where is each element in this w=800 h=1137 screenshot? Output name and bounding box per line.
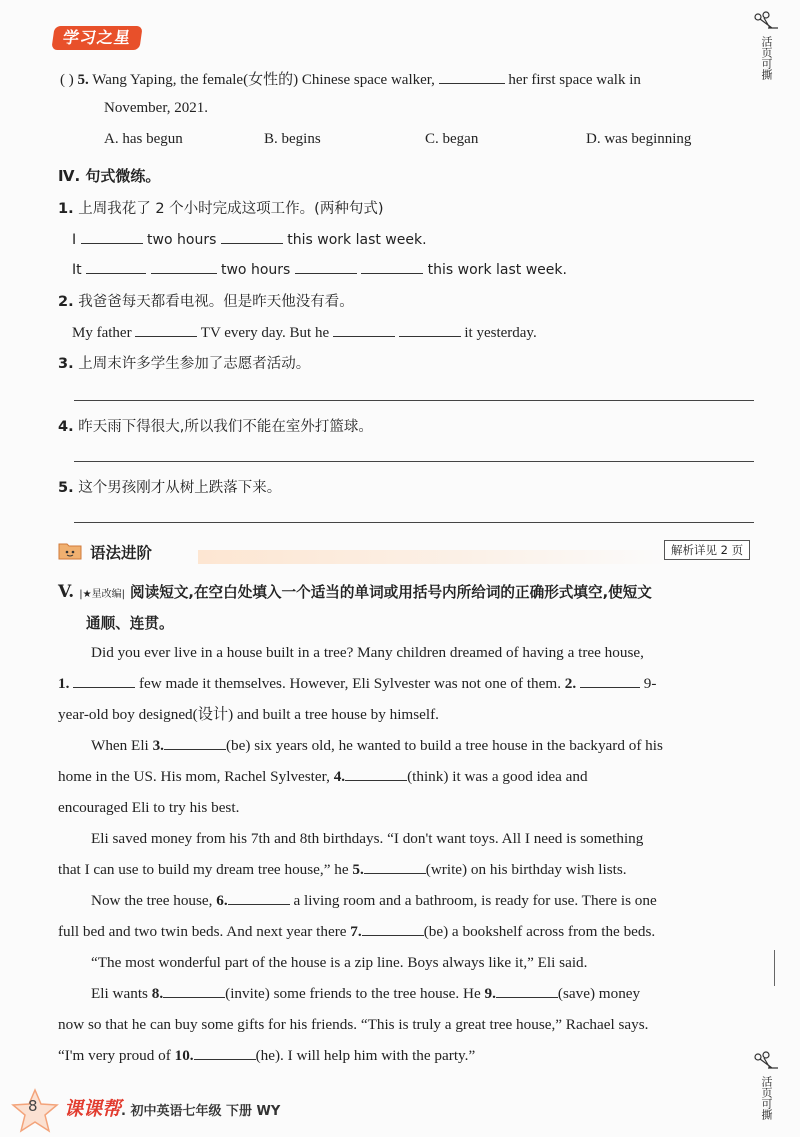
answer-blank[interactable] <box>135 322 197 337</box>
gap-6[interactable] <box>228 890 290 905</box>
s4-item-1-en2: It two hours this work last week. <box>72 259 567 278</box>
answer-blank[interactable] <box>81 229 143 244</box>
passage-line: home in the US. His mom, Rachel Sylvester, 4. (think) it was a good idea and <box>58 768 588 785</box>
passage-line: Now the tree house, 6. a living room and a bathroom, is ready for use. There is one <box>91 892 657 909</box>
question-5: ( ) 5. Wang Yaping, the female(女性的) Chinese space walker, her first space walk in <box>60 68 641 89</box>
scissors-icon <box>752 1050 780 1072</box>
s4-item-3: 3. 上周末许多学生参加了志愿者活动。 <box>58 356 311 372</box>
gap-1[interactable] <box>73 673 135 688</box>
s4-item-1-en1: I two hours this work last week. <box>72 229 427 248</box>
page-number: 8 <box>28 1097 38 1115</box>
q5-option-c[interactable]: C. began <box>425 131 479 147</box>
header-band <box>198 550 668 564</box>
tear-tab-text: 活页可撕 <box>760 1076 773 1120</box>
passage-line: When Eli 3. (be) six years old, he wanted to build a tree house in the backyard of his <box>91 737 663 754</box>
passage-line: Eli saved money from his 7th and 8th birthdays. “I don't want toys. All I need is something <box>91 830 644 847</box>
passage <box>58 637 756 1071</box>
logo <box>51 26 142 50</box>
gap-10[interactable] <box>194 1045 256 1060</box>
answer-blank[interactable] <box>361 259 423 274</box>
tear-tab-bottom <box>752 1050 782 1120</box>
gap-7[interactable] <box>362 921 424 936</box>
passage-line: 1. few made it themselves. However, Eli Sylvester was not one of them. 2. 9- <box>58 675 657 692</box>
q5-option-b[interactable]: B. begins <box>264 131 321 147</box>
footer-brand: 课课帮. 初中英语七年级 下册 WY <box>64 1098 281 1120</box>
passage-line: now so that he can buy some gifts for his friends. “This is truly a great tree house,” Rachael says. <box>58 1016 649 1033</box>
gap-2[interactable] <box>580 673 640 688</box>
gap-3[interactable] <box>164 735 226 750</box>
tear-tab-top <box>752 10 782 80</box>
passage-line: “The most wonderful part of the house is a zip line. Boys always like it,” Eli said. <box>91 954 588 971</box>
gap-8[interactable] <box>163 983 225 998</box>
tear-marks <box>774 950 777 986</box>
answer-blank[interactable] <box>333 322 395 337</box>
section-5-instruction: V. |★星改编| 阅读短文,在空白处填入一个适当的单词或用括号内所给词的正确形式填空,使短文 <box>58 582 652 602</box>
tear-tab-text: 活页可撕 <box>760 36 773 80</box>
answer-line[interactable] <box>74 400 754 401</box>
answer-bracket[interactable]: ( ) <box>60 72 74 88</box>
answer-blank[interactable] <box>86 259 146 274</box>
passage-line: Did you ever live in a house built in a tree? Many children dreamed of having a tree house, <box>91 644 644 661</box>
answer-blank[interactable] <box>295 259 357 274</box>
folder-icon <box>58 540 82 560</box>
section-4-title: Ⅳ. 句式微练。 <box>58 167 161 185</box>
question-5-line2: November, 2021. <box>104 100 208 116</box>
answer-line[interactable] <box>74 461 754 462</box>
answer-blank[interactable] <box>151 259 217 274</box>
section-5-instruction-2: 通顺、连贯。 <box>86 615 174 632</box>
s4-item-2-en: My father TV every day. But he it yesterday. <box>72 322 537 342</box>
passage-line: that I can use to build my dream tree house,” he 5. (write) on his birthday wish lists. <box>58 861 627 878</box>
section-header-title: 语法进阶 <box>90 544 153 562</box>
s4-item-1: 1. 上周我花了 2 个小时完成这项工作。(两种句式) <box>58 201 384 217</box>
answer-blank[interactable] <box>439 69 505 84</box>
passage-line: year-old boy designed(设计) and built a tree house by himself. <box>58 706 439 723</box>
s4-item-5: 5. 这个男孩刚才从树上跌落下来。 <box>58 480 282 496</box>
gap-4[interactable] <box>345 766 407 781</box>
gap-9[interactable] <box>496 983 558 998</box>
passage-line: Eli wants 8. (invite) some friends to the tree house. He 9. (save) money <box>91 985 641 1002</box>
logo-text: 学习之星 <box>61 28 133 47</box>
passage-line: full bed and two twin beds. And next year there 7. (be) a bookshelf across from the beds. <box>58 923 656 940</box>
grammar-header <box>58 538 758 564</box>
answer-blank[interactable] <box>221 229 283 244</box>
answer-reference-badge: 解析详见 2 页 <box>664 540 750 560</box>
s4-item-4: 4. 昨天雨下得很大,所以我们不能在室外打篮球。 <box>58 419 373 435</box>
answer-blank[interactable] <box>399 322 461 337</box>
answer-line[interactable] <box>74 522 754 523</box>
q5-option-d[interactable]: D. was beginning <box>586 131 692 147</box>
passage-line: encouraged Eli to try his best. <box>58 799 240 816</box>
gap-5[interactable] <box>364 859 426 874</box>
s4-item-2: 2. 我爸爸每天都看电视。但是昨天他没有看。 <box>58 294 354 310</box>
scissors-icon <box>752 10 780 32</box>
passage-line: “I'm very proud of 10. (he). I will help him with the party.” <box>58 1047 476 1064</box>
q5-option-a[interactable]: A. has begun <box>104 131 183 147</box>
